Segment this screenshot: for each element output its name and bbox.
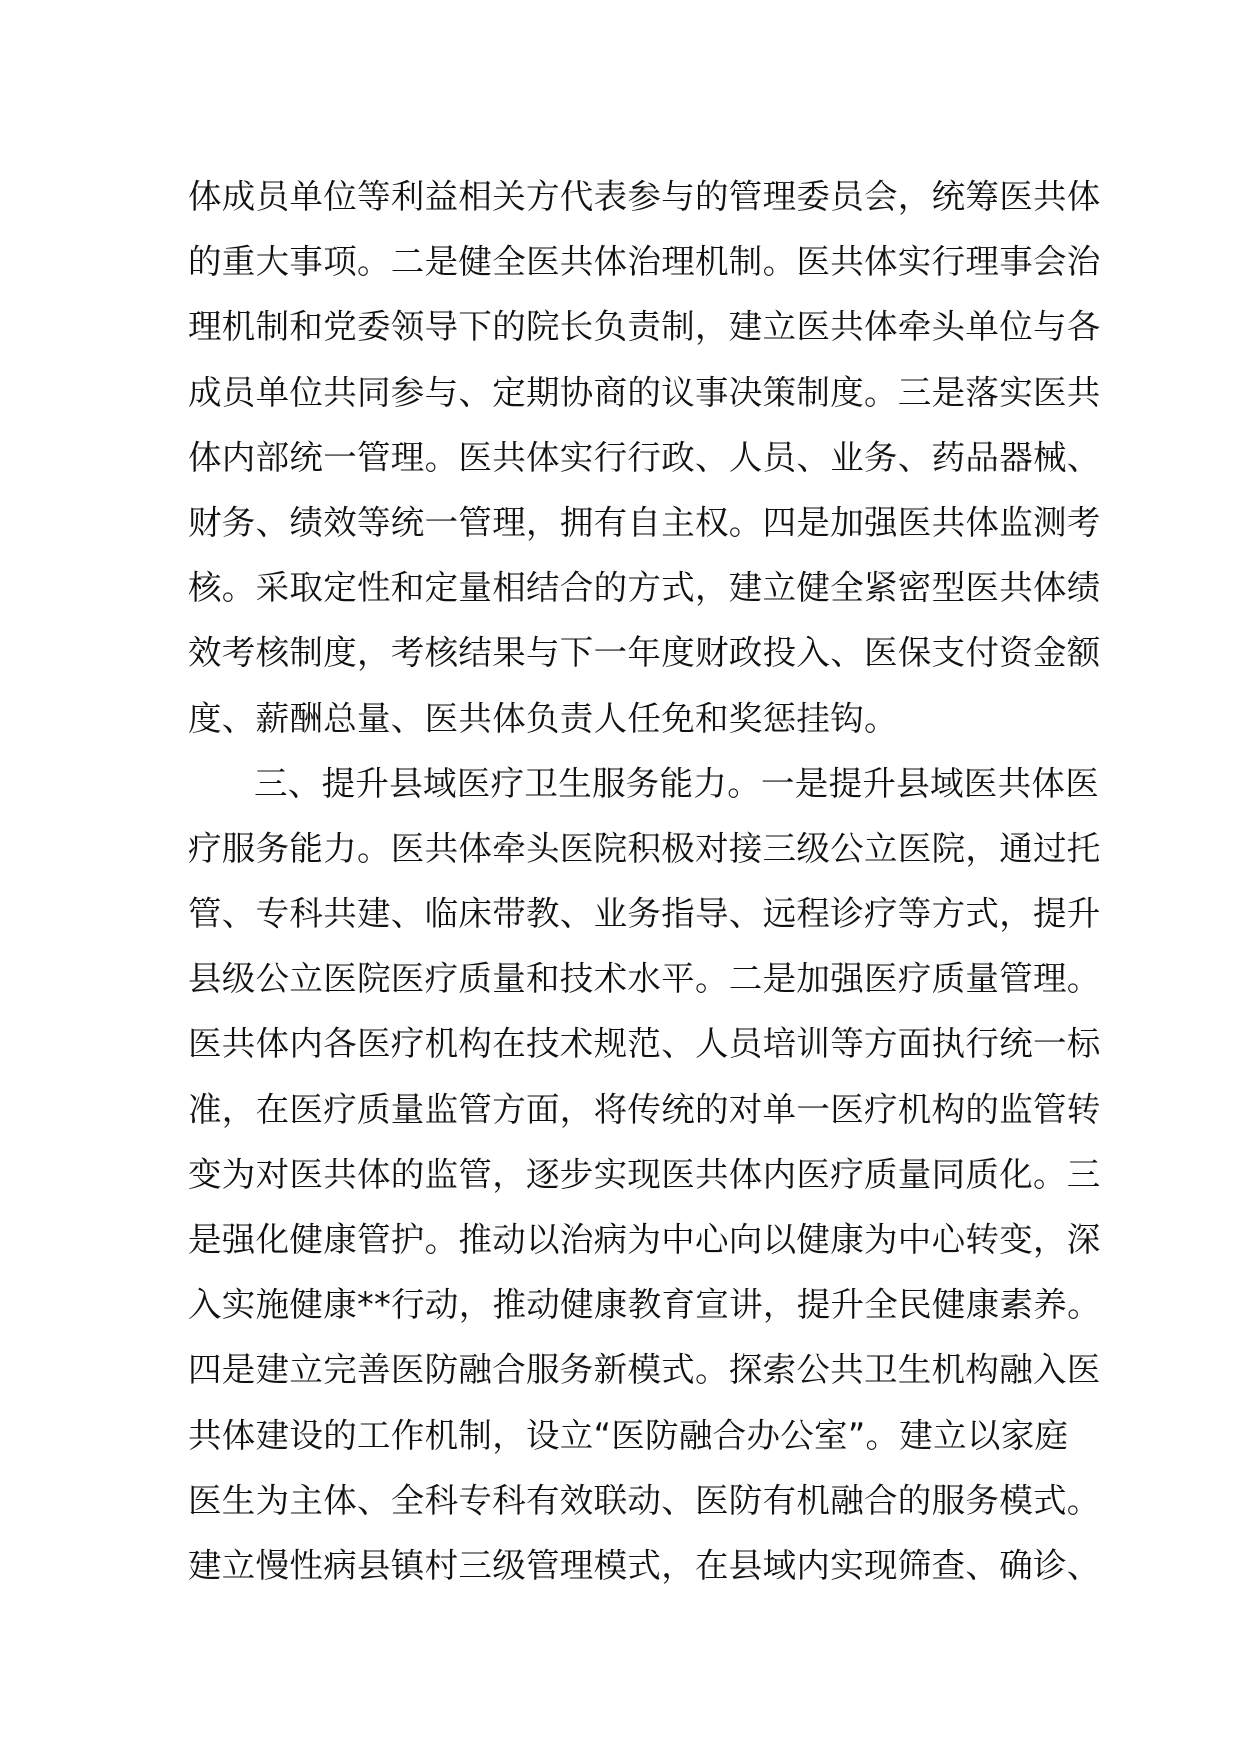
text-line: 准，在医疗质量监管方面，将传统的对单一医疗机构的监管转 bbox=[188, 1089, 1101, 1129]
text-line: 管、专科共建、临床带教、业务指导、远程诊疗等方式，提升 bbox=[188, 894, 1101, 934]
text-line: 核。采取定性和定量相结合的方式，建立健全紧密型医共体绩 bbox=[188, 568, 1101, 608]
text-line: 理机制和党委领导下的院长负责制，建立医共体牵头单位与各 bbox=[188, 307, 1101, 347]
text-line: 医生为主体、全科专科有效联动、医防有机融合的服务模式。 bbox=[188, 1480, 1101, 1520]
text-line: 共体建设的工作机制，设立“医防融合办公室”。建立以家庭 bbox=[188, 1415, 1069, 1455]
text-line: 建立慢性病县镇村三级管理模式，在县域内实现筛查、确诊、 bbox=[188, 1545, 1101, 1585]
text-line: 财务、绩效等统一管理，拥有自主权。四是加强医共体监测考 bbox=[188, 502, 1101, 542]
text-line: 变为对医共体的监管，逐步实现医共体内医疗质量同质化。三 bbox=[188, 1154, 1101, 1194]
text-line: 医共体内各医疗机构在技术规范、人员培训等方面执行统一标 bbox=[188, 1024, 1101, 1064]
text-line: 成员单位共同参与、定期协商的议事决策制度。三是落实医共 bbox=[188, 372, 1101, 412]
text-line: 效考核制度，考核结果与下一年度财政投入、医保支付资金额 bbox=[188, 633, 1101, 673]
text-line: 体成员单位等利益相关方代表参与的管理委员会，统筹医共体 bbox=[188, 177, 1101, 216]
body-text bbox=[188, 164, 1101, 1598]
text-line: 四是建立完善医防融合服务新模式。探索公共卫生机构融入医 bbox=[188, 1350, 1101, 1390]
text-line: 度、薪酬总量、医共体负责人任免和奖惩挂钩。 bbox=[188, 698, 898, 738]
text-line: 疗服务能力。医共体牵头医院积极对接三级公立医院，通过托 bbox=[188, 828, 1101, 868]
text-line: 是强化健康管护。推动以治病为中心向以健康为中心转变，深 bbox=[188, 1220, 1101, 1259]
text-line: 入实施健康**行动，推动健康教育宣讲，提升全民健康素养。 bbox=[188, 1285, 1101, 1325]
section-heading-line: 三、提升县域医疗卫生服务能力。一是提升县域医共体医 bbox=[254, 763, 1099, 803]
text-line: 的重大事项。二是健全医共体治理机制。医共体实行理事会治 bbox=[188, 242, 1101, 282]
text-line: 体内部统一管理。医共体实行行政、人员、业务、药品器械、 bbox=[188, 437, 1101, 477]
text-line: 县级公立医院医疗质量和技术水平。二是加强医疗质量管理。 bbox=[188, 959, 1101, 999]
